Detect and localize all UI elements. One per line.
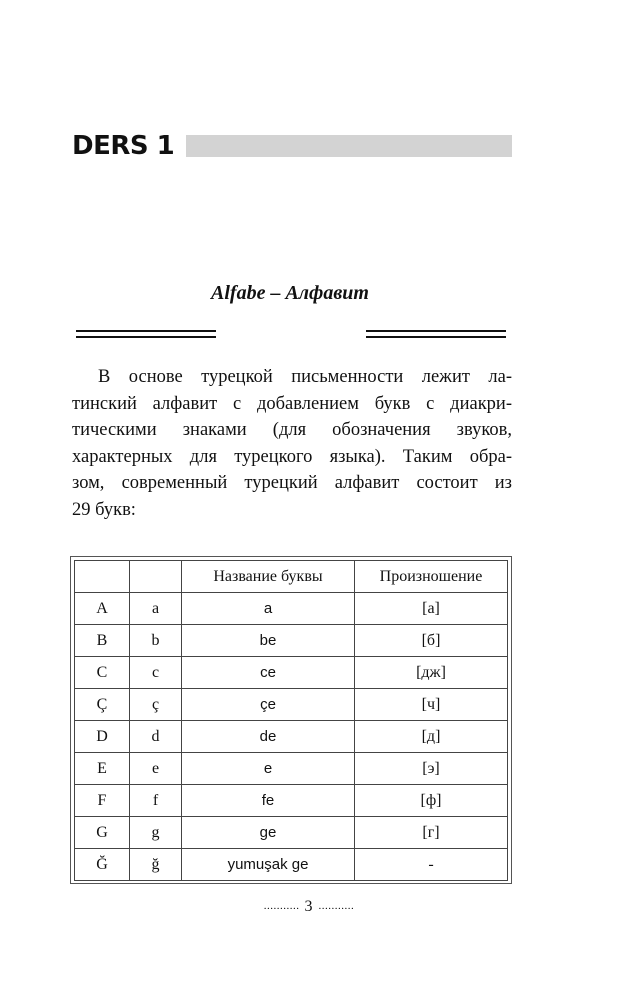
cell-letter-name: fe [182, 785, 355, 817]
header-cell-uppercase [75, 561, 130, 593]
cell-lowercase: d [130, 721, 182, 753]
cell-letter-name: yumuşak ge [182, 849, 355, 881]
cell-pronunciation: [дж] [355, 657, 508, 689]
table-row [75, 817, 508, 849]
cell-pronunciation: - [355, 849, 508, 881]
cell-pronunciation: [г] [355, 817, 508, 849]
header-cell-lowercase [130, 561, 182, 593]
alphabet-table [74, 560, 508, 881]
intro-line: тинский алфавит с добавлением букв с диакри- [72, 393, 512, 414]
footer-dots-left: ........... [263, 900, 300, 912]
cell-lowercase: f [130, 785, 182, 817]
footer-dots-right: ........... [318, 900, 355, 912]
cell-lowercase: c [130, 657, 182, 689]
cell-uppercase: Ğ [75, 849, 130, 881]
cell-letter-name: ge [182, 817, 355, 849]
intro-line: зом, современный турецкий алфавит состоит из [72, 473, 512, 493]
intro-paragraph [72, 364, 512, 523]
table-row [75, 849, 508, 881]
header-cell-pronunciation: Произношение [355, 561, 508, 593]
cell-pronunciation: [д] [355, 721, 508, 753]
page-footer [0, 898, 618, 916]
alphabet-table-frame [70, 556, 512, 884]
intro-line: характерных для турецкого языка). Таким обра- [72, 446, 512, 467]
intro-line: В основе турецкой письменности лежит ла- [98, 367, 512, 387]
cell-uppercase: Ç [75, 689, 130, 721]
header-cell-letter-name: Название буквы [182, 561, 355, 593]
cell-letter-name: çe [182, 689, 355, 721]
cell-pronunciation: [э] [355, 753, 508, 785]
cell-uppercase: F [75, 785, 130, 817]
intro-line: 29 букв: [72, 499, 136, 520]
double-rule-right [366, 330, 506, 338]
page-number: 3 [304, 898, 314, 915]
cell-letter-name: de [182, 721, 355, 753]
table-row [75, 721, 508, 753]
cell-lowercase: a [130, 593, 182, 625]
cell-uppercase: D [75, 721, 130, 753]
table-row [75, 657, 508, 689]
table-row [75, 689, 508, 721]
cell-letter-name: a [182, 593, 355, 625]
cell-letter-name: e [182, 753, 355, 785]
cell-letter-name: ce [182, 657, 355, 689]
cell-pronunciation: [ф] [355, 785, 508, 817]
cell-uppercase: G [75, 817, 130, 849]
table-row [75, 625, 508, 657]
double-rule-left [76, 330, 216, 338]
cell-uppercase: E [75, 753, 130, 785]
table-header-row [75, 561, 508, 593]
intro-line: тическими знаками (для обозначения звуков, [72, 420, 512, 440]
cell-lowercase: ç [130, 689, 182, 721]
section-heading: Alfabe – Алфавит [211, 282, 369, 304]
lesson-header [72, 126, 512, 166]
cell-lowercase: b [130, 625, 182, 657]
cell-letter-name: be [182, 625, 355, 657]
cell-uppercase: A [75, 593, 130, 625]
table-row [75, 593, 508, 625]
lesson-title: DERS 1 [72, 131, 175, 161]
table-row [75, 753, 508, 785]
cell-uppercase: C [75, 657, 130, 689]
cell-uppercase: B [75, 625, 130, 657]
title-gray-bar [186, 135, 512, 157]
cell-lowercase: e [130, 753, 182, 785]
table-row [75, 785, 508, 817]
cell-pronunciation: [б] [355, 625, 508, 657]
cell-pronunciation: [ч] [355, 689, 508, 721]
cell-lowercase: g [130, 817, 182, 849]
cell-pronunciation: [а] [355, 593, 508, 625]
cell-lowercase: ğ [130, 849, 182, 881]
